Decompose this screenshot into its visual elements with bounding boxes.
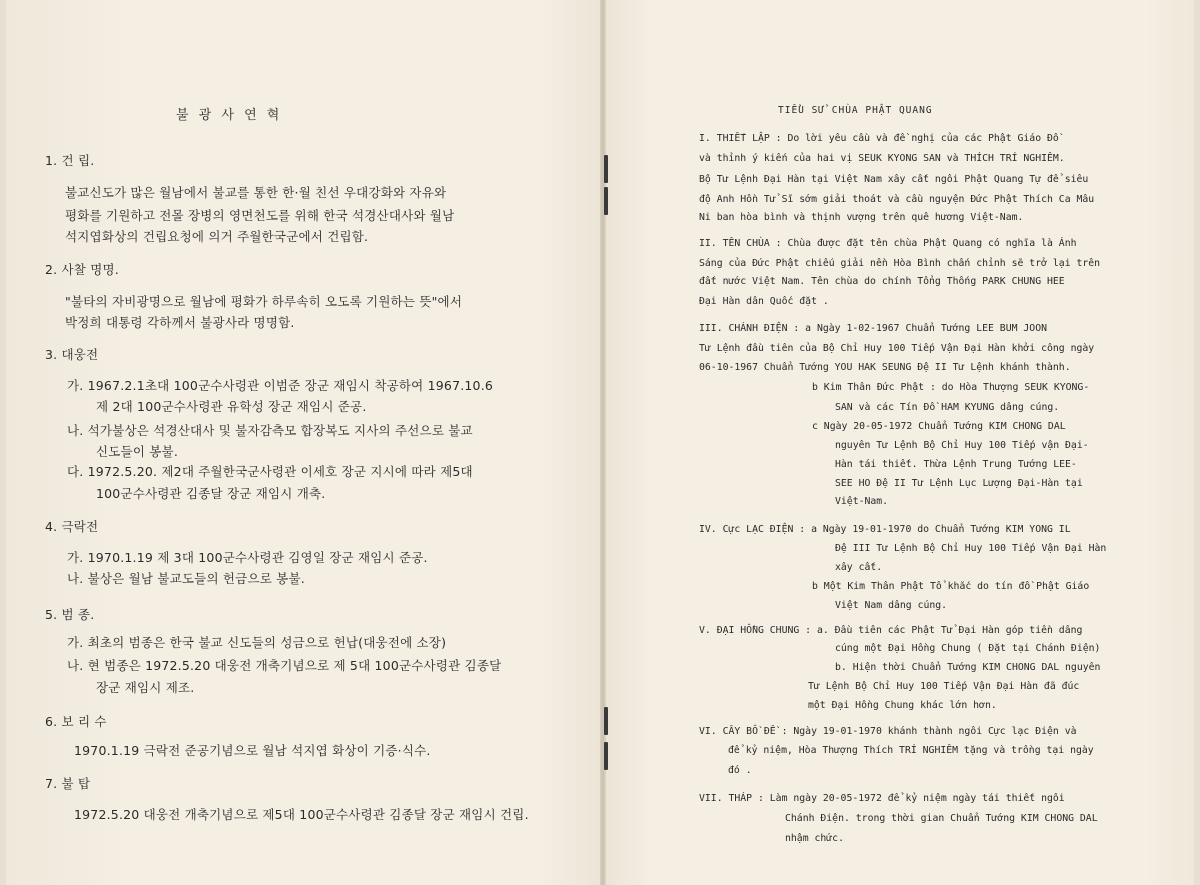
korean-text-line: 다. 1972.5.20. 제2대 주월한국군사령관 이세호 장군 지시에 따라 제5대 <box>67 464 473 479</box>
korean-text-line: 제 2대 100군수사령관 유학성 장군 재임시 준공. <box>96 399 367 414</box>
vietnamese-text-line: để kỷ niệm, Hòa Thượng Thích TRÍ NGHIÊM tặng và trồng tại ngày <box>728 745 1094 756</box>
korean-text-line: 1970.1.19 극락전 준공기념으로 월남 석지엽 화상이 기증·식수. <box>74 743 431 758</box>
vietnamese-text-line: VII. THÁP : Làm ngày 20-05-1972 để kỷ niệm ngày tái thiết ngôi <box>699 793 1065 804</box>
korean-text-line: 100군수사령관 김종달 장군 재임시 개축. <box>96 486 326 501</box>
vietnamese-text-line: III. CHÁNH ĐIỆN : a Ngày 1-02-1967 Chuẩn Tướng LEE BUM JOON <box>699 323 1047 334</box>
korean-section-heading: 3. 대웅전 <box>45 347 99 362</box>
vietnamese-text-line: Bộ Tư Lệnh Đại Hàn tại Việt Nam xây cất ngôi Phật Quang Tự để siêu <box>699 174 1089 185</box>
korean-section-heading: 7. 불 탑 <box>45 776 91 791</box>
vietnamese-text-line: đó . <box>728 765 752 776</box>
vietnamese-text-line: 06-10-1967 Chuẩn Tướng YOU HAK SEUNG Đệ II Tư Lệnh khánh thành. <box>699 362 1071 373</box>
vietnamese-text-line: nguyên Tư Lệnh Bộ Chỉ Huy 100 Tiếp vận Đại- <box>835 440 1089 451</box>
korean-section-heading: 6. 보 리 수 <box>45 714 107 729</box>
korean-text-line: 장군 재임시 제조. <box>96 680 195 695</box>
vietnamese-text-line: Việt-Nam. <box>835 496 889 507</box>
vietnamese-text-line: Chánh Điện. trong thời gian Chuẩn Tướng KIM CHONG DAL <box>785 813 1098 824</box>
vietnamese-text-line: b Kim Thân Đức Phật : do Hòa Thượng SEUK KYONG- <box>812 382 1090 393</box>
vietnamese-text-line: SEE HO Đệ II Tư Lệnh Lục Lượng Đại-Hàn tại <box>835 478 1083 489</box>
vietnamese-text-line: một Đại Hồng Chung khác lớn hơn. <box>808 700 997 711</box>
korean-text-line: 나. 석가불상은 석경산대사 및 불자감측모 합장복도 지사의 주선으로 불교 <box>67 423 473 438</box>
korean-section-heading: 5. 범 종. <box>45 607 95 622</box>
korean-section-heading: 1. 건 립. <box>45 153 95 168</box>
vietnamese-text-line: độ Anh Hồn Tử Sĩ sớm giải thoát và cầu nguyện Đức Phật Thích Ca Mâu <box>699 194 1095 205</box>
vietnamese-text-line: Tư Lệnh đầu tiên của Bộ Chỉ Huy 100 Tiếp Vận Đại Hàn khởi công ngày <box>699 343 1095 354</box>
staple-upper-b <box>604 187 608 215</box>
staple-upper-a <box>604 155 608 183</box>
vietnamese-text-line: xây cất. <box>835 562 883 573</box>
korean-text-line: 신도들이 봉불. <box>96 444 178 459</box>
korean-section-heading: 2. 사찰 명명. <box>45 262 119 277</box>
korean-section-heading: 4. 극락전 <box>45 519 99 534</box>
vietnamese-text-line: b Một Kim Thân Phật Tổ khắc do tín đồ Phật Giáo <box>812 581 1090 592</box>
korean-text-line: 나. 불상은 월남 불교도들의 헌금으로 봉불. <box>67 571 305 586</box>
staple-lower-b <box>604 742 608 770</box>
korean-text-line: 가. 최초의 범종은 한국 불교 신도들의 성금으로 헌납(대웅전에 소장) <box>67 635 447 650</box>
vietnamese-text-line: Hàn tái thiết. Thừa Lệnh Trung Tướng LEE- <box>835 459 1077 470</box>
korean-text-line: 나. 현 범종은 1972.5.20 대웅전 개축기념으로 제 5대 100군수사령관 김종달 <box>67 658 502 673</box>
korean-text-line: 박정희 대통령 각하께서 불광사라 명명함. <box>65 315 295 330</box>
vietnamese-title: TIỂU SỬ CHÙA PHẬT QUANG <box>778 105 933 116</box>
vietnamese-text-line: Ni ban hòa bình và thịnh vượng trên quê hương Việt-Nam. <box>699 212 1024 223</box>
korean-text-line: 가. 1970.1.19 제 3대 100군수사령관 김영일 장군 재임시 준공. <box>67 550 428 565</box>
staple-lower-a <box>604 707 608 735</box>
vietnamese-text-line: c Ngày 20-05-1972 Chuẩn Tướng KIM CHONG DAL <box>812 421 1066 432</box>
vietnamese-text-line: SAN và các Tín Đồ HAM KYUNG dâng cúng. <box>835 402 1060 413</box>
vietnamese-text-line: và thỉnh ý kiến của hai vị SEUK KYONG SAN và THÍCH TRÍ NGHIÊM. <box>699 153 1065 164</box>
vietnamese-text-line: b. Hiện thời Chuẩn Tướng KIM CHONG DAL nguyên <box>835 662 1101 673</box>
vietnamese-text-line: II. TÊN CHÙA : Chùa được đặt tên chùa Phật Quang có nghĩa là Ánh <box>699 238 1077 249</box>
vietnamese-text-line: cúng một Đại Hồng Chung ( Đặt tại Chánh Điện) <box>835 643 1101 654</box>
vietnamese-text-line: Việt Nam dâng cúng. <box>835 600 948 611</box>
vietnamese-text-line: I. THIẾT LẬP : Do lời yêu cầu và đề nghị của các Phật Giáo Đồ <box>699 133 1059 144</box>
korean-text-line: 불교신도가 많은 월남에서 불교를 통한 한·월 친선 우대강화와 자유와 <box>65 185 447 200</box>
korean-text-line: 가. 1967.2.1초대 100군수사령관 이범준 장군 재임시 착공하여 1967.10.6 <box>67 378 494 393</box>
korean-text-line: "불타의 자비광명으로 월남에 평화가 하루속히 오도록 기원하는 뜻"에서 <box>65 294 463 309</box>
vietnamese-text-line: Sáng của Đức Phật chiếu giải nền Hòa Bình chấn chỉnh sẽ trở lại trên <box>699 258 1101 269</box>
vietnamese-text-line: Đại Hàn dân Quốc đặt . <box>699 296 829 307</box>
korean-text-line: 평화를 기원하고 전몰 장병의 영면천도를 위해 한국 석경산대사와 월남 <box>65 208 455 223</box>
korean-text-line: 1972.5.20 대웅전 개축기념으로 제5대 100군수사령관 김종달 장군 재임시 건립. <box>74 807 529 822</box>
vietnamese-text-line: Đệ III Tư Lệnh Bộ Chỉ Huy 100 Tiếp Vận Đại Hàn <box>835 543 1107 554</box>
korean-title: 불 광 사 연 혁 <box>176 108 283 123</box>
vietnamese-text-line: Tư Lệnh Bộ Chỉ Huy 100 Tiếp Vận Đại Hàn đã đúc <box>808 681 1080 692</box>
korean-text-line: 석지엽화상의 건립요청에 의거 주월한국군에서 건립함. <box>65 229 369 244</box>
vietnamese-text-line: V. ĐẠI HỒNG CHUNG : a. Đầu tiên các Phật Tử Đại Hàn góp tiền dâng <box>699 625 1083 636</box>
vietnamese-text-line: IV. Cực LẠC ĐIỆN : a Ngày 19-01-1970 do Chuẩn Tướng KIM YONG IL <box>699 524 1071 535</box>
vietnamese-text-line: VI. CÂY BỒ ĐỀ : Ngày 19-01-1970 khánh thành ngôi Cực lạc Điện và <box>699 726 1077 737</box>
vietnamese-text-line: đất nước Việt Nam. Tên chùa do chính Tổng Thống PARK CHUNG HEE <box>699 276 1065 287</box>
vietnamese-text-line: nhậm chức. <box>785 833 844 844</box>
